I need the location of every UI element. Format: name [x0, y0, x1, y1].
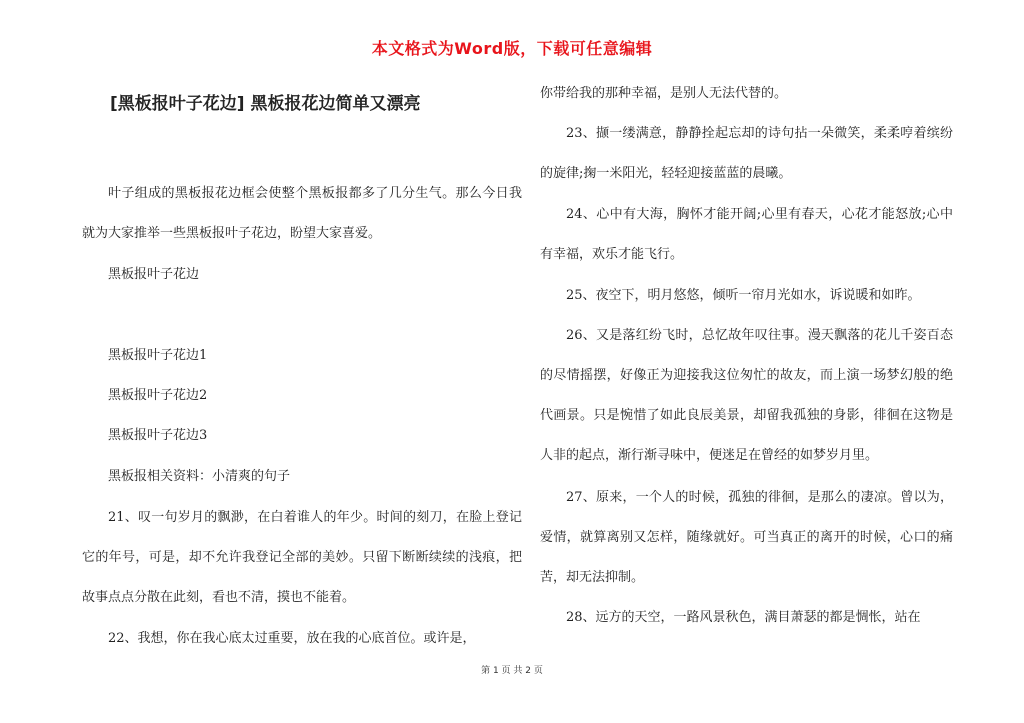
- paragraph-21: 21、叹一句岁月的飘渺，在白着谁人的年少。时间的刻刀，在脸上登记它的年号，可是，却不允许我登记全部的美妙。只留下断断续续的浅痕，把故事点点分散在此刻，看也不清，摸也不能着。: [82, 510, 522, 605]
- document-title: [黑板报叶子花边] 黑板报花边简单又漂亮: [110, 94, 421, 114]
- paragraph-leaf-border-3: 黑板报叶子花边3: [108, 428, 208, 443]
- paragraph-28: 28、远方的天空，一路风景秋色，满目萧瑟的都是惆怅，站在: [566, 610, 921, 625]
- paragraph-leaf-border-2: 黑板报叶子花边2: [108, 388, 208, 403]
- paragraph-related-material: 黑板报相关资料：小清爽的句子: [108, 469, 291, 484]
- paragraph-27: 27、原来，一个人的时候，孤独的徘徊，是那么的凄凉。曾以为，爱情，就算离别又怎样，随缘就好。可当真正的离开的时候，心口的痛苦，却无法抑制。: [540, 490, 953, 585]
- paragraph-22: 22、我想，你在我心底太过重要，放在我的心底首位。或许是，: [108, 631, 476, 646]
- editable-format-banner: 本文格式为Word版，下载可任意编辑: [371, 39, 653, 58]
- paragraph-leaf-border-1: 黑板报叶子花边1: [108, 348, 208, 363]
- paragraph-heading-leaf-border: 黑板报叶子花边: [108, 267, 200, 282]
- paragraph-25: 25、夜空下，明月悠悠，倾听一帘月光如水，诉说暖和如昨。: [566, 288, 921, 303]
- paragraph-intro: 叶子组成的黑板报花边框会使整个黑板报都多了几分生气。那么今日我就为大家推举一些黑板报叶子花边，盼望大家喜爱。: [82, 186, 522, 241]
- paragraph-22-continued: 你带给我的那种幸福，是别人无法代替的。: [540, 86, 788, 101]
- paragraph-24: 24、心中有大海，胸怀才能开阔;心里有春天，心花才能怒放;心中有幸福，欢乐才能飞行。: [540, 207, 953, 262]
- page-number-footer: 第 1 页 共 2 页: [481, 666, 543, 676]
- paragraph-26: 26、又是落红纷飞时，总忆故年叹往事。漫天飘落的花儿千姿百态的尽情摇摆，好像正为迎接我这位匆忙的故友，而上演一场梦幻般的绝代画景。只是惋惜了如此良辰美景，却留我孤独的身影，徘徊在这物是人非的起点，渐行渐寻味中，便迷足在曾经的如梦岁月里。: [540, 328, 953, 463]
- paragraph-23: 23、撷一缕满意，静静拴起忘却的诗句拈一朵微笑，柔柔哼着缤纷的旋律;掬一米阳光，轻轻迎接蓝蓝的晨曦。: [540, 126, 953, 181]
